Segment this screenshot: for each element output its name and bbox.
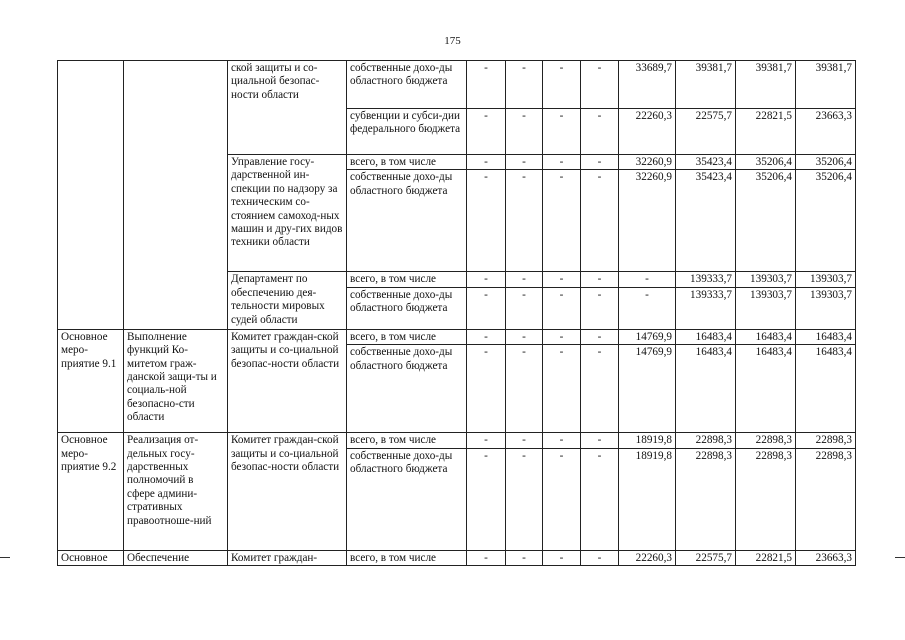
value-cell: 35206,4 — [736, 170, 796, 272]
value-cell: - — [543, 170, 581, 272]
value-cell: - — [467, 329, 506, 344]
value-cell: - — [581, 272, 619, 287]
value-cell: 22898,3 — [736, 433, 796, 448]
value-cell: - — [467, 155, 506, 170]
value-cell: 22898,3 — [796, 448, 856, 550]
event-name-cell — [124, 61, 228, 330]
page-number: 175 — [444, 35, 461, 47]
event-cell: Основное меро-приятие 9.1 — [58, 329, 124, 432]
value-cell: 39381,7 — [676, 61, 736, 109]
value-cell: - — [506, 61, 543, 109]
value-cell: - — [581, 329, 619, 344]
value-cell: - — [619, 272, 676, 287]
value-cell: - — [543, 345, 581, 433]
value-cell: - — [467, 109, 506, 155]
value-cell: 22575,7 — [676, 550, 736, 565]
value-cell: 16483,4 — [676, 345, 736, 433]
source-cell: всего, в том числе — [347, 550, 467, 565]
table-row — [58, 433, 856, 448]
value-cell: - — [506, 170, 543, 272]
value-cell: 23663,3 — [796, 109, 856, 155]
value-cell: - — [543, 61, 581, 109]
source-cell: всего, в том числе — [347, 272, 467, 287]
value-cell: 22898,3 — [796, 433, 856, 448]
source-cell: собственные дохо-ды областного бюджета — [347, 448, 467, 550]
value-cell: - — [506, 345, 543, 433]
value-cell: 14769,9 — [619, 345, 676, 433]
value-cell: - — [581, 170, 619, 272]
value-cell: 16483,4 — [796, 329, 856, 344]
value-cell: 139333,7 — [676, 272, 736, 287]
value-cell: - — [581, 448, 619, 550]
event-name-cell: Обеспечение — [124, 550, 228, 565]
value-cell: - — [467, 287, 506, 329]
value-cell: 35423,4 — [676, 155, 736, 170]
value-cell: - — [581, 287, 619, 329]
value-cell: 139303,7 — [736, 287, 796, 329]
value-cell: - — [543, 155, 581, 170]
value-cell: 16483,4 — [796, 345, 856, 433]
value-cell: 14769,9 — [619, 329, 676, 344]
value-cell: 33689,7 — [619, 61, 676, 109]
value-cell: - — [467, 272, 506, 287]
executor-cell: ской защиты и со-циальной безопас-ности области — [228, 61, 347, 155]
source-cell: собственные дохо-ды областного бюджета — [347, 345, 467, 433]
value-cell: - — [581, 433, 619, 448]
value-cell: - — [581, 550, 619, 565]
executor-cell: Комитет граждан-ской защиты и со-циальной безопас-ности области — [228, 329, 347, 432]
value-cell: 39381,7 — [796, 61, 856, 109]
event-cell: Основное меро-приятие 9.2 — [58, 433, 124, 550]
value-cell: - — [581, 109, 619, 155]
table-row — [58, 61, 856, 109]
value-cell: 139333,7 — [676, 287, 736, 329]
crop-mark-right — [895, 557, 905, 558]
value-cell: - — [581, 345, 619, 433]
value-cell: 139303,7 — [736, 272, 796, 287]
budget-table — [57, 60, 856, 566]
value-cell: - — [506, 109, 543, 155]
value-cell: - — [619, 287, 676, 329]
value-cell: 16483,4 — [676, 329, 736, 344]
source-cell: субвенции и субси-дии федерального бюджета — [347, 109, 467, 155]
value-cell: 35206,4 — [736, 155, 796, 170]
value-cell: 22821,5 — [736, 109, 796, 155]
value-cell: - — [543, 272, 581, 287]
executor-cell: Комитет граждан- — [228, 550, 347, 565]
value-cell: - — [467, 345, 506, 433]
value-cell: - — [543, 109, 581, 155]
source-cell: собственные дохо-ды областного бюджета — [347, 61, 467, 109]
value-cell: 22898,3 — [736, 448, 796, 550]
source-cell: собственные дохо-ды областного бюджета — [347, 170, 467, 272]
event-name-cell: Реализация от-дельных госу-дарственных полномочий в сфере админи-стративных правоотноше-ний — [124, 433, 228, 550]
value-cell: 139303,7 — [796, 287, 856, 329]
value-cell: - — [467, 550, 506, 565]
value-cell: 35206,4 — [796, 170, 856, 272]
value-cell: 23663,3 — [796, 550, 856, 565]
value-cell: 22260,3 — [619, 109, 676, 155]
value-cell: 16483,4 — [736, 329, 796, 344]
value-cell: - — [543, 433, 581, 448]
event-cell: Основное — [58, 550, 124, 565]
value-cell: 35423,4 — [676, 170, 736, 272]
value-cell: - — [467, 170, 506, 272]
value-cell: 16483,4 — [736, 345, 796, 433]
source-cell: всего, в том числе — [347, 155, 467, 170]
value-cell: - — [581, 155, 619, 170]
value-cell: 35206,4 — [796, 155, 856, 170]
value-cell: 18919,8 — [619, 448, 676, 550]
value-cell: 139303,7 — [796, 272, 856, 287]
value-cell: 22898,3 — [676, 448, 736, 550]
value-cell: - — [506, 287, 543, 329]
event-cell — [58, 61, 124, 330]
table-row — [58, 550, 856, 565]
source-cell: собственные дохо-ды областного бюджета — [347, 287, 467, 329]
value-cell: 22575,7 — [676, 109, 736, 155]
value-cell: - — [506, 448, 543, 550]
value-cell: - — [467, 61, 506, 109]
value-cell: - — [543, 329, 581, 344]
event-name-cell: Выполнение функций Ко-митетом граж-данской защи-ты и социаль-ной безопасно-сти области — [124, 329, 228, 432]
crop-mark-left — [0, 557, 10, 558]
value-cell: - — [506, 329, 543, 344]
value-cell: 39381,7 — [736, 61, 796, 109]
value-cell: - — [506, 155, 543, 170]
value-cell: - — [543, 287, 581, 329]
value-cell: 22260,3 — [619, 550, 676, 565]
value-cell: 32260,9 — [619, 155, 676, 170]
value-cell: - — [506, 433, 543, 448]
value-cell: 18919,8 — [619, 433, 676, 448]
executor-cell: Управление госу-дарственной ин-спекции по надзору за техническим со-стоянием самоход-ных машин и дру-гих видов техники области — [228, 155, 347, 272]
value-cell: 22821,5 — [736, 550, 796, 565]
value-cell: - — [543, 448, 581, 550]
source-cell: всего, в том числе — [347, 329, 467, 344]
table-row — [58, 329, 856, 344]
value-cell: - — [467, 433, 506, 448]
value-cell: - — [506, 272, 543, 287]
source-cell: всего, в том числе — [347, 433, 467, 448]
value-cell: - — [506, 550, 543, 565]
executor-cell: Комитет граждан-ской защиты и со-циальной безопас-ности области — [228, 433, 347, 550]
value-cell: 32260,9 — [619, 170, 676, 272]
value-cell: 22898,3 — [676, 433, 736, 448]
value-cell: - — [543, 550, 581, 565]
value-cell: - — [467, 448, 506, 550]
value-cell: - — [581, 61, 619, 109]
executor-cell: Департамент по обеспечению дея-тельности мировых судей области — [228, 272, 347, 329]
